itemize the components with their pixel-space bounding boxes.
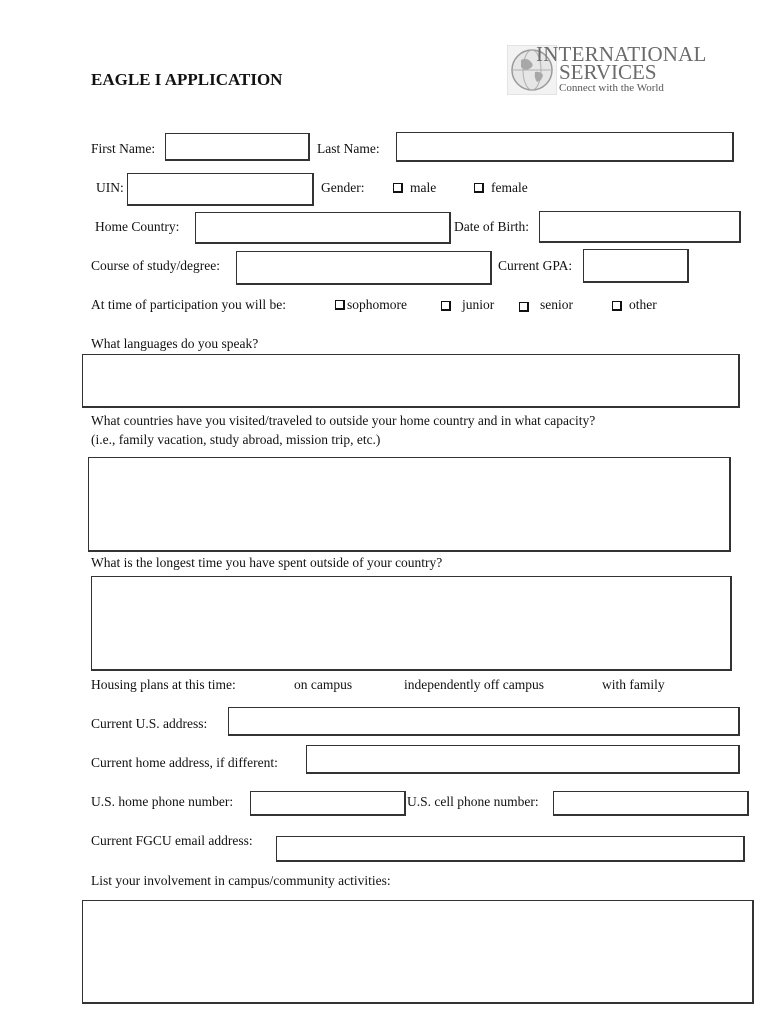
last-name-label: Last Name: <box>317 141 380 156</box>
gpa-field[interactable] <box>583 249 689 283</box>
gender-label: Gender: <box>321 180 365 195</box>
us-cell-phone-field[interactable] <box>553 791 749 816</box>
languages-label: What languages do you speak? <box>91 336 259 351</box>
gender-female-label: female <box>491 180 528 195</box>
course-label: Course of study/degree: <box>91 258 220 273</box>
gender-male-label: male <box>410 180 437 195</box>
us-address-label: Current U.S. address: <box>91 716 208 731</box>
housing-off-campus-option[interactable]: independently off campus <box>404 677 544 692</box>
home-country-label: Home Country: <box>95 219 180 234</box>
last-name-field[interactable] <box>396 132 734 162</box>
participation-label: At time of participation you will be: <box>91 297 286 312</box>
date-of-birth-label: Date of Birth: <box>454 219 529 234</box>
activities-textarea[interactable] <box>82 900 754 1004</box>
logo-tagline: Connect with the World <box>559 82 664 94</box>
languages-textarea[interactable] <box>82 354 740 408</box>
home-country-field[interactable] <box>195 212 451 244</box>
gender-female-checkbox[interactable] <box>474 183 484 193</box>
international-services-logo <box>507 42 707 100</box>
junior-checkbox[interactable] <box>441 301 451 311</box>
first-name-label: First Name: <box>91 141 156 156</box>
other-label: other <box>629 297 657 312</box>
email-label: Current FGCU email address: <box>91 833 253 848</box>
countries-textarea[interactable] <box>88 457 731 552</box>
home-address-label: Current home address, if different: <box>91 755 278 770</box>
housing-with-family-option[interactable]: with family <box>602 677 665 692</box>
gender-male-checkbox[interactable] <box>393 183 403 193</box>
home-address-field[interactable] <box>306 745 740 774</box>
logo-line2: SERVICES <box>559 60 657 84</box>
junior-label: junior <box>462 297 495 312</box>
countries-label-line1: What countries have you visited/traveled to outside your home country and in what capacity? <box>91 413 596 428</box>
countries-label-line2: (i.e., family vacation, study abroad, mission trip, etc.) <box>91 432 381 447</box>
email-field[interactable] <box>276 836 745 862</box>
sophomore-label: sophomore <box>347 297 407 312</box>
logo-line1: INTERNATIONAL <box>536 42 707 66</box>
course-field[interactable] <box>236 251 492 285</box>
activities-label: List your involvement in campus/community activities: <box>91 873 391 888</box>
gpa-label: Current GPA: <box>498 258 573 273</box>
uin-field[interactable] <box>127 173 314 206</box>
other-checkbox[interactable] <box>612 301 622 311</box>
date-of-birth-field[interactable] <box>539 211 741 243</box>
longest-time-label: What is the longest time you have spent outside of your country? <box>91 555 443 570</box>
us-home-phone-label: U.S. home phone number: <box>91 794 234 809</box>
housing-on-campus-option[interactable]: on campus <box>294 677 353 692</box>
first-name-field[interactable] <box>165 133 310 161</box>
longest-time-textarea[interactable] <box>91 576 732 671</box>
sophomore-checkbox[interactable] <box>335 300 345 310</box>
us-cell-phone-label: U.S. cell phone number: <box>407 794 539 809</box>
senior-checkbox[interactable] <box>519 302 529 312</box>
housing-label: Housing plans at this time: <box>91 677 236 692</box>
page-title: EAGLE I APPLICATION <box>91 70 283 89</box>
uin-label: UIN: <box>96 180 124 195</box>
us-home-phone-field[interactable] <box>250 791 406 816</box>
us-address-field[interactable] <box>228 707 740 736</box>
senior-label: senior <box>540 297 573 312</box>
